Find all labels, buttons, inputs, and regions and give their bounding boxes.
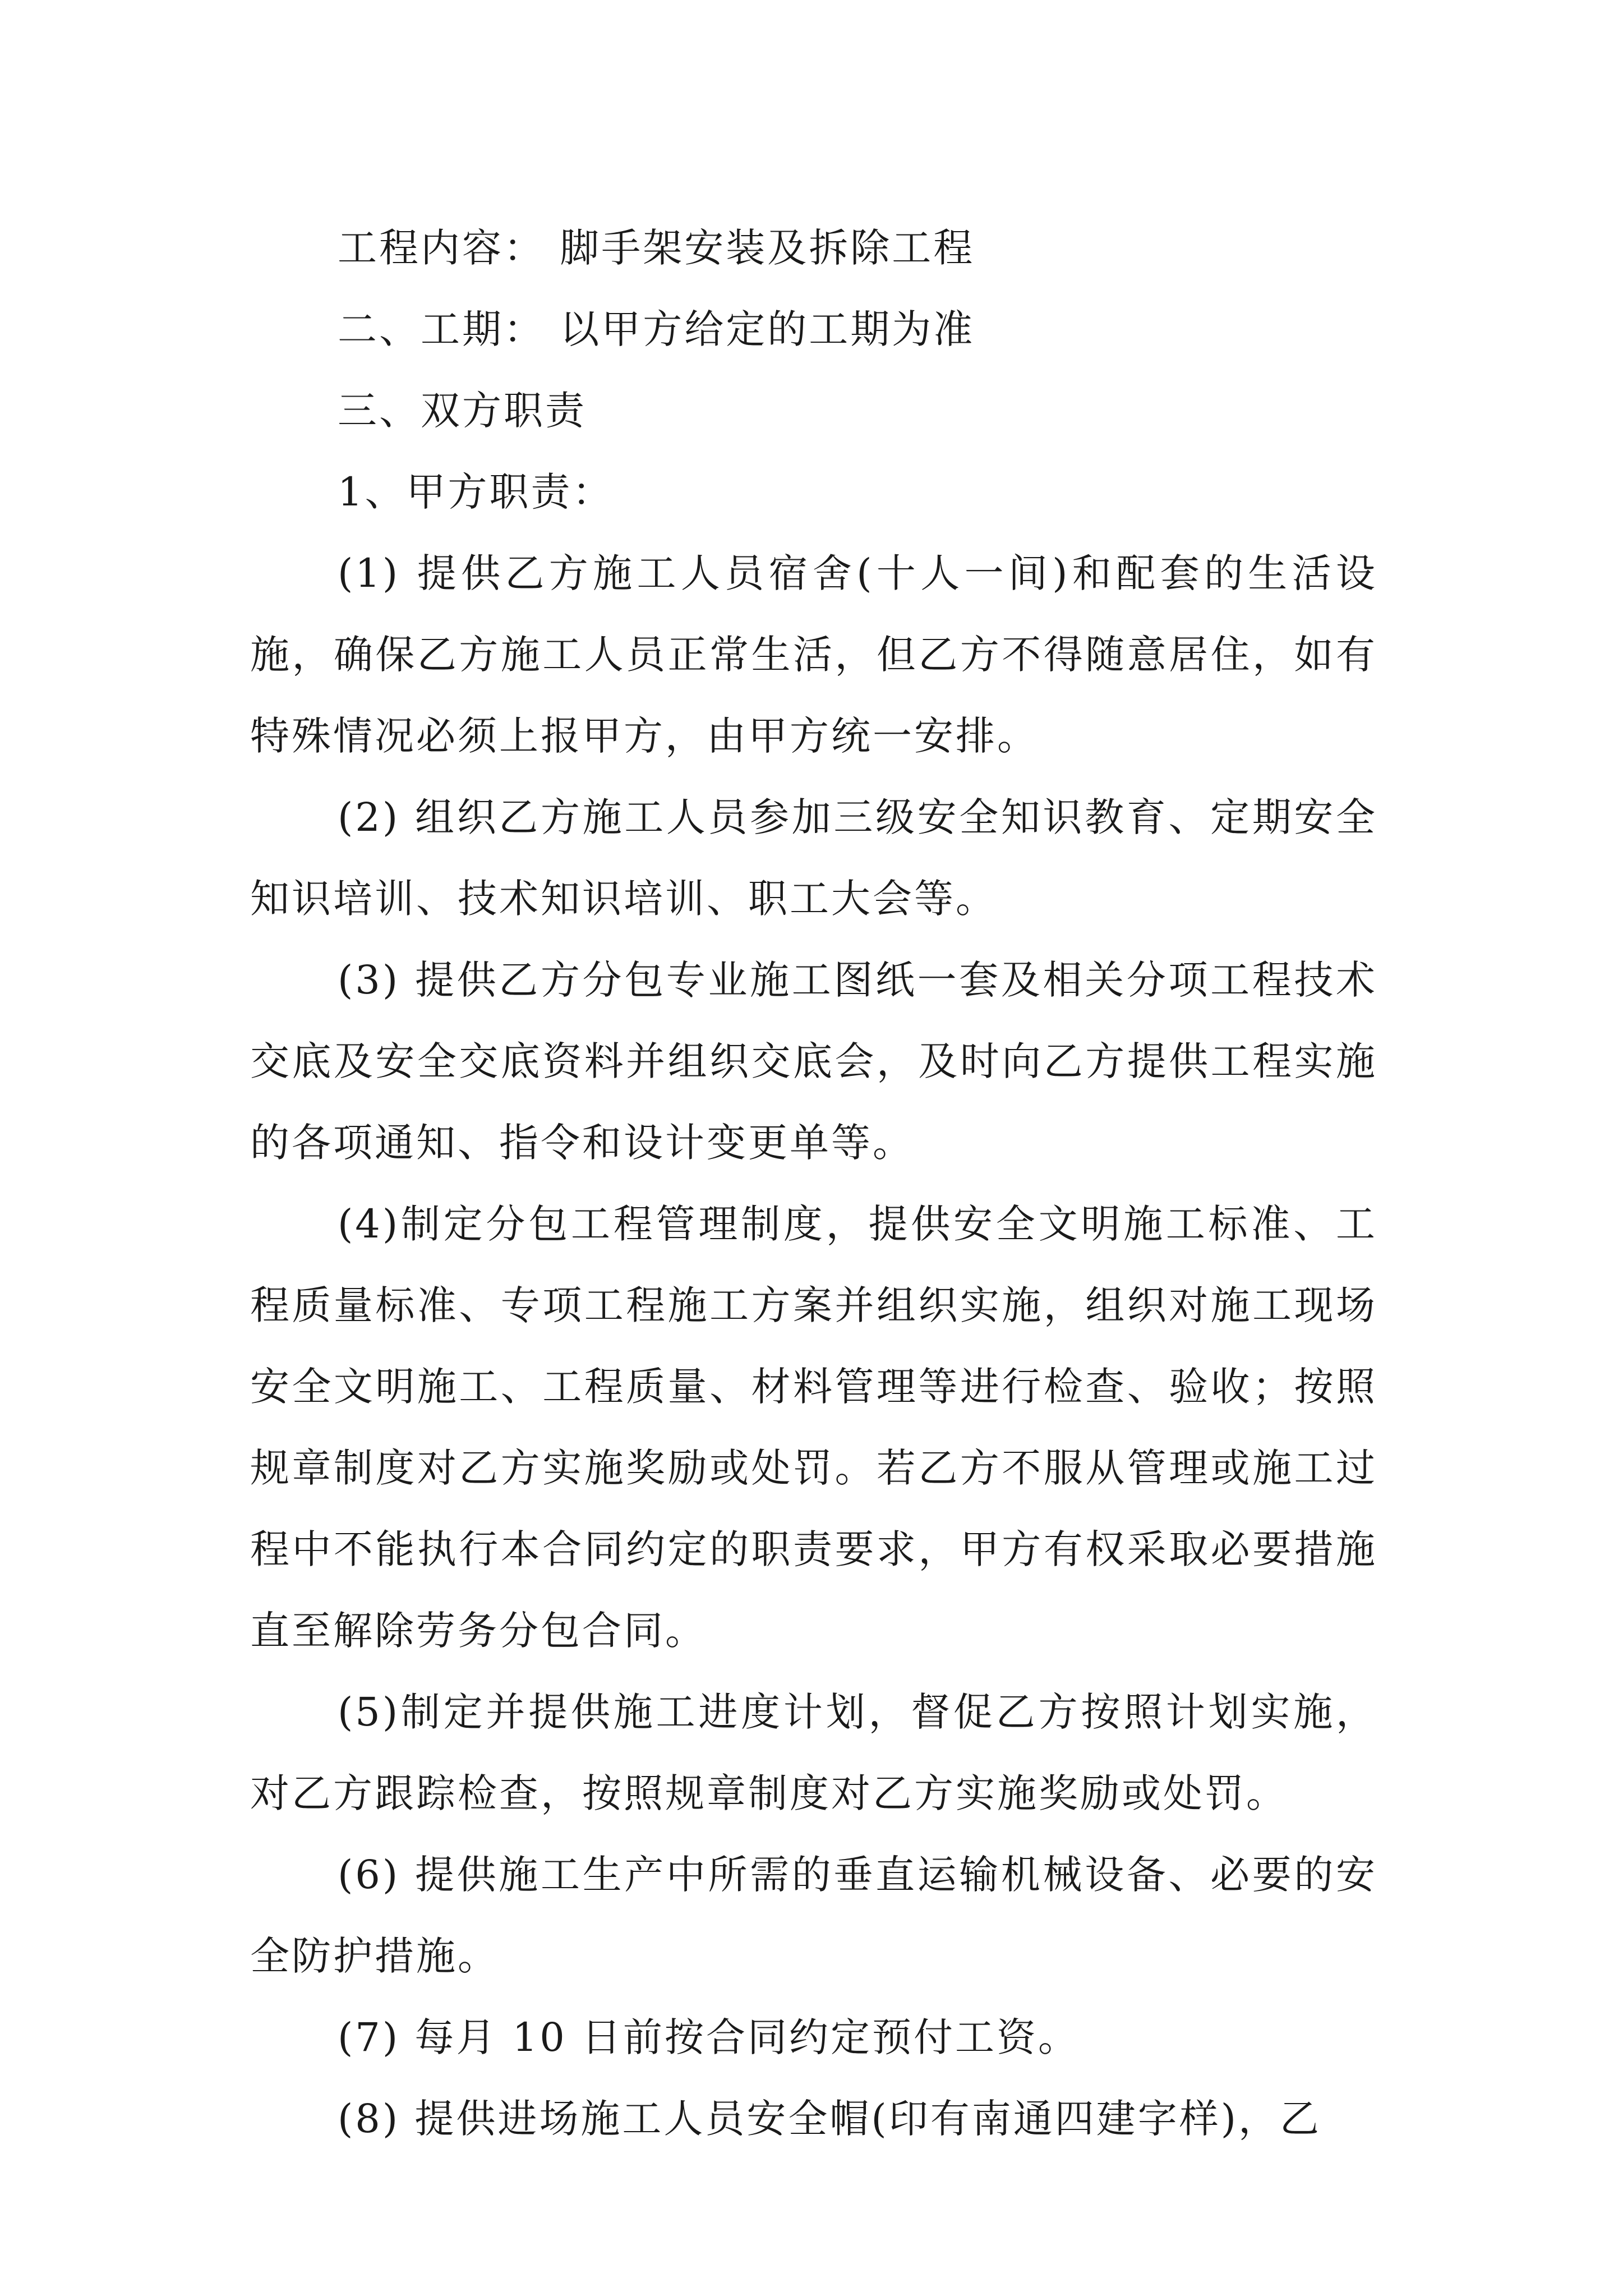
document-body [250, 208, 1377, 2160]
paragraph-item-3: (3) 提供乙方分包专业施工图纸一套及相关分项工程技术交底及安全交底资料并组织交底会，及时向乙方提供工程实施的各项通知、指令和设计变更单等。 [250, 957, 1377, 1166]
paragraph-item-6: (6) 提供施工生产中所需的垂直运输机械设备、必要的安全防护措施。 [250, 1852, 1377, 1979]
paragraph-item-2: (2) 组织乙方施工人员参加三级安全知识教育、定期安全知识培训、技术知识培训、职工大会等。 [250, 794, 1377, 922]
paragraph-item-1: (1) 提供乙方施工人员宿舍(十人一间)和配套的生活设施，确保乙方施工人员正常生活，但乙方不得随意居住，如有特殊情况必须上报甲方，由甲方统一安排。 [250, 550, 1377, 759]
paragraph-item-7: (7) 每月 10 日前按合同约定预付工资。 [338, 2014, 1080, 2060]
paragraph-heading-responsibilities: 三、双方职责 [338, 388, 587, 434]
paragraph-heading-party-a: 1、甲方职责： [338, 469, 614, 515]
paragraph-item-4: (4)制定分包工程管理制度，提供安全文明施工标准、工程质量标准、专项工程施工方案并组织实施，组织对施工现场安全文明施工、工程质量、材料管理等进行检查、验收；按照规章制度对乙方实施奖励或处罚。若乙方不服从管理或施工过程中不能执行本合同约定的职责要求，甲方有权采取必要措施直至解除劳务分包合同。 [250, 1201, 1377, 1654]
paragraph-item-5: (5)制定并提供施工进度计划，督促乙方按照计划实施，对乙方跟踪检查，按照规章制度对乙方实施奖励或处罚。 [250, 1689, 1377, 1816]
paragraph-duration: 二、工期： 以甲方给定的工期为准 [338, 306, 975, 352]
paragraph-item-8: (8) 提供进场施工人员安全帽(印有南通四建字样)，乙 [338, 2096, 1322, 2142]
paragraph-project-content: 工程内容： 脚手架安装及拆除工程 [338, 225, 975, 271]
